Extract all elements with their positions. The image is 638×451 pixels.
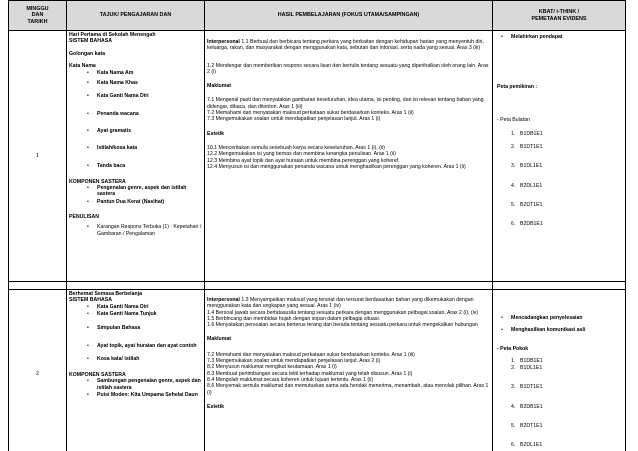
list-item-text: Pengenalan genre, aspek dan istilah sastera: [97, 185, 187, 198]
list-item-text: Tanda baca: [97, 162, 126, 169]
evidence-code: B2DL1E1: [520, 442, 543, 449]
list-item-text: Ayat topik, ayat huraian dan ayat contoh: [97, 343, 197, 350]
list-number: 1.: [511, 357, 516, 364]
header-week-line-3: TARIKH: [27, 18, 48, 25]
list-item-text: Mencadangkan penyelesaian: [511, 315, 583, 321]
list-item: [511, 358, 623, 364]
list-item-text: Kata Nama Khas: [97, 80, 138, 87]
bullet-icon: •: [87, 93, 89, 100]
topic-subtitle: SISTEM BAHASA: [69, 297, 112, 304]
evidence-code: B1DB1E1: [520, 357, 543, 364]
maklumat-label: Maklumat: [207, 83, 231, 90]
list-number: 3.: [511, 163, 516, 170]
list-item-text: Menghasilkan komunikasi asli: [511, 327, 586, 334]
bullet-icon: •: [87, 162, 89, 169]
topic-cell: [67, 31, 205, 282]
topic-komponen-label: KOMPONEN SASTERA: [69, 178, 126, 185]
outcome-line: 7.1 Mengenal pasti dan menyatakan gambaran keseluruhan, idea utama, isi penting, dan isi relevan tentang bahan yang didengar, dibaca, dan ditonton. Aras 1 (iii): [207, 97, 484, 110]
outcome-interpersonal: [207, 297, 490, 310]
bullet-icon: •: [87, 355, 89, 362]
bullet-icon: •: [87, 80, 89, 87]
list-item: [87, 70, 202, 76]
week-number: 2: [36, 371, 39, 378]
list-item: [87, 224, 202, 237]
table-row: [9, 290, 626, 451]
list-item: [511, 442, 623, 448]
topic-golongan: Golongan kata: [69, 50, 106, 57]
outcome-line: 1.6 Menyatakan persoalan secara berterus terang dan berada tentang sesuatu perkara untuk mengekalkan hubungan: [207, 322, 478, 329]
outcome-line: 7.2 Memahami dan menyatakan maksud perkataan sukar berdasarkan konteks. Aras 1 (ii): [207, 110, 414, 117]
list-item: [87, 311, 202, 317]
list-item: [87, 199, 202, 205]
list-item-text: Penanda wacana: [97, 110, 139, 117]
evidence-code: B1DL1E1: [520, 163, 543, 170]
outcome-line: 1.4 Bersoal jawab secara bertatasusila tentang sesuatu perkara dengan menggunakan pelbagai soalan. Aras 2 (i), (iv): [207, 309, 479, 316]
list-item: [87, 80, 202, 86]
bullet-icon: •: [87, 391, 89, 398]
table-row: [9, 31, 626, 282]
bullet-icon: •: [87, 185, 89, 192]
interpersonal-text: 1.3 Menyampaikan maksud yang tersirat dan tersurat berdasarkan bahan yang dikemukakan dengan menggunakan kata dan ungkapan yang sesuai. Aras 1 (iv): [207, 297, 474, 310]
list-item: [511, 131, 623, 137]
header-week-line-2: DAN: [31, 12, 44, 19]
list-item: [501, 34, 623, 40]
bullet-icon: •: [501, 34, 503, 40]
list-item-text: Kata Nama Am: [97, 69, 134, 76]
list-item-text: Kosa kata/ istilah: [97, 355, 140, 362]
lesson-plan-table: [8, 0, 626, 451]
list-number: 1.: [511, 130, 516, 137]
outcome-line: 12.2 Mengemukakan isi yang bernas dan membina kerangka penulisan. Aras 1 (ii): [207, 151, 396, 158]
list-number: 5.: [511, 202, 516, 209]
interpersonal-text: 1.1 Berbual dan berbicara tentang perkara yang berkaitan dengan kehidupan harian yang menyentuh diri, keluarga, rakan, dan masyarakat dengan menggunakan kata, sebutan dan intonasi, serta nada yang sesuai. Aras 3 (iii): [207, 39, 484, 52]
list-item: [87, 304, 202, 310]
week-cell: [9, 290, 67, 451]
list-item: [87, 325, 202, 331]
outcome-line: 8.2 Menyusun maklumat mengikut keutamaan. Aras 1 (i): [207, 364, 337, 371]
list-item-text: Kata Ganti Nama Diri: [97, 93, 149, 100]
outcome-cell: [205, 290, 493, 451]
peta-label: - Peta Pokok: [497, 345, 529, 352]
bullet-icon: •: [87, 145, 89, 152]
bullet-icon: •: [87, 69, 89, 76]
evidence-code: B2DT1E1: [520, 202, 543, 209]
evidence-code: B2DB1E1: [520, 403, 543, 410]
header-ithink: [493, 1, 626, 31]
interpersonal-label: Interpersonal: [207, 297, 240, 303]
list-number: 3.: [511, 384, 516, 391]
outcome-interpersonal: [207, 39, 490, 52]
bullet-icon: •: [501, 327, 503, 334]
outcome-line: 8.3 Membuat pertimbangan secara teliti terhadap maklumat yang telah disusun. Aras 1 (i): [207, 370, 413, 377]
list-item: [87, 163, 202, 169]
ithink-cell: [493, 31, 626, 282]
list-number: 6.: [511, 442, 516, 449]
evidence-code: B1DT1E1: [520, 144, 543, 151]
list-item: [87, 111, 202, 117]
list-item-text: Pantun Dua Kerat (Nasihat): [97, 198, 165, 205]
list-item: [501, 327, 623, 333]
bullet-icon: •: [87, 310, 89, 317]
bullet-icon: •: [87, 303, 89, 310]
bullet-icon: •: [87, 127, 89, 134]
bullet-icon: •: [501, 315, 503, 321]
estetik-label: Estetik: [207, 130, 225, 137]
list-item: [511, 221, 623, 227]
maklumat-label: Maklumat: [207, 336, 231, 343]
bullet-icon: •: [87, 224, 89, 231]
list-item: [511, 384, 623, 390]
list-item: [87, 343, 202, 349]
list-item: [511, 183, 623, 189]
list-item: [511, 365, 623, 371]
list-number: 4.: [511, 403, 516, 410]
header-topic: TAJUK/ PENGAJARAN DAN: [67, 1, 205, 31]
list-number: 2.: [511, 144, 516, 151]
list-item: [87, 185, 202, 198]
peta-label: - Peta Bulatan: [497, 116, 530, 123]
header-ithink-line-1: KBAT/ i-THINK /: [538, 8, 580, 15]
topic-cell: [67, 290, 205, 451]
estetik-label: Estetik: [207, 403, 225, 410]
list-item: [511, 202, 623, 208]
topic-title: Berhemat Semasa Berbelanja: [69, 291, 142, 297]
list-item: [87, 128, 202, 134]
list-item-text: Kata Ganti Nama Diri: [97, 303, 149, 310]
topic-kata-nama-label: Kata Nama: [69, 63, 96, 70]
list-item-text: Kata Ganti Nama Tunjuk: [97, 310, 157, 317]
outcome-line: 10.1 Menceritakan semula sesebuah karya secara keseluruhan. Aras 1 (i), (ii): [207, 144, 385, 151]
list-number: 5.: [511, 423, 516, 430]
list-item-text: Istilah/kosa kata: [97, 145, 138, 152]
bullet-icon: •: [87, 198, 89, 205]
outcome-cell: [205, 31, 493, 282]
evidence-code: B1DT1E1: [520, 384, 543, 391]
interpersonal-label: Interpersonal: [207, 39, 240, 45]
bullet-icon: •: [87, 325, 89, 332]
topic-komponen-label: KOMPONEN SASTERA: [69, 372, 126, 379]
list-item: [501, 315, 623, 321]
evidence-code: B1DB1E1: [520, 130, 543, 137]
bullet-icon: •: [87, 343, 89, 350]
outcome-line: 7.3 Mengemukakan soalan untuk mendapatkan penjelasan lanjut. Aras 1 (i): [207, 116, 381, 123]
list-item-text: Melahirkan pendapat: [511, 34, 563, 40]
list-item: [87, 145, 202, 151]
outcome-line: 12.3 Membina ayat topik dan ayat huraian untuk membina perenggan yang koheref.: [207, 157, 400, 164]
list-item: [87, 378, 202, 391]
evidence-code: B1DL1E1: [520, 365, 543, 372]
list-item: [87, 392, 202, 398]
header-outcome: HASIL PEMBELAJARAN (FOKUS UTAMA/SAMPINGAN): [205, 1, 493, 31]
list-item-text: Puisi Moden: Kita Umpama Sehelai Daun: [97, 391, 198, 398]
topic-penulisan-label: PENULISAN: [69, 214, 99, 221]
header-week: [9, 1, 67, 31]
spacer-row: [9, 282, 626, 290]
evidence-code: B2DB1E1: [520, 221, 543, 228]
outcome-line: 1.2 Mendengar dan memberikan respons secara lisan dan bertulis tentang sesuatu yang diperihalkan oleh orang lain. Aras 2 (i): [207, 62, 489, 75]
list-item-text: Simpulan Bahasa: [97, 325, 141, 332]
week-number: 1: [36, 152, 39, 159]
list-item: [511, 144, 623, 150]
outcome-line: 7.3 Mengemukakan soalan untuk mendapatkan penjelasan lanjut. Aras 2 (i): [207, 358, 381, 365]
list-item: [87, 93, 202, 99]
header-row: [9, 1, 626, 31]
list-number: 2.: [511, 365, 516, 372]
list-number: 4.: [511, 182, 516, 189]
outcome-line: 7.2 Memahami dan menyatakan maksud perkataan sukar berdasarkan konteks. Aras 1 (iii): [207, 351, 415, 358]
list-item: [511, 163, 623, 169]
bullet-icon: •: [87, 110, 89, 117]
outcome-line: 1.5 Berbincang dan membidas hujah dengan sopan dalam pelbagai situasi.: [207, 315, 381, 322]
list-number: 6.: [511, 221, 516, 228]
list-item-text: Ayat gramatis: [97, 127, 132, 134]
header-ithink-line-2: PEMETAAN EVIDENS: [531, 15, 587, 22]
list-item: [511, 404, 623, 410]
evidence-code: B2DL1E1: [520, 182, 543, 189]
list-item-text: Sambungan pengenalan genre, aspek dan istilah sastera: [97, 378, 201, 391]
outcome-line: 8.4 Mengolah maklumat secara koheren untuk tujuan tertentu. Aras 1 (ii): [207, 376, 374, 383]
list-item: [87, 356, 202, 362]
topic-subtitle: SISTEM BAHASA: [69, 38, 112, 45]
ithink-cell: [493, 290, 626, 451]
list-item: [511, 423, 623, 429]
outcome-line: 12.4 Menyusun isi dan menggunakan penanda wacana untuk menghasilkan perenggan yang koheren. Aras 1 (ii): [207, 163, 466, 170]
header-week-line-1: MINGGU: [26, 5, 49, 12]
week-cell: [9, 31, 67, 282]
topic-title: Hari Pertama di Sekolah Menengah: [69, 32, 156, 38]
peta-pemikiran-label: Peta pemikiran :: [497, 84, 538, 91]
outcome-line: 8.6 Menyemak semula maklumat dan memutuskan sama ada hendak menerima, menambah, atau menolak pilihan. Aras 1 (i): [207, 383, 489, 396]
evidence-code: B2DT1E1: [520, 423, 543, 430]
list-item-text: Karangan Respons Terbuka (1) : Kepetahan / Gambaran / Pengalaman: [97, 224, 202, 237]
bullet-icon: •: [87, 378, 89, 385]
